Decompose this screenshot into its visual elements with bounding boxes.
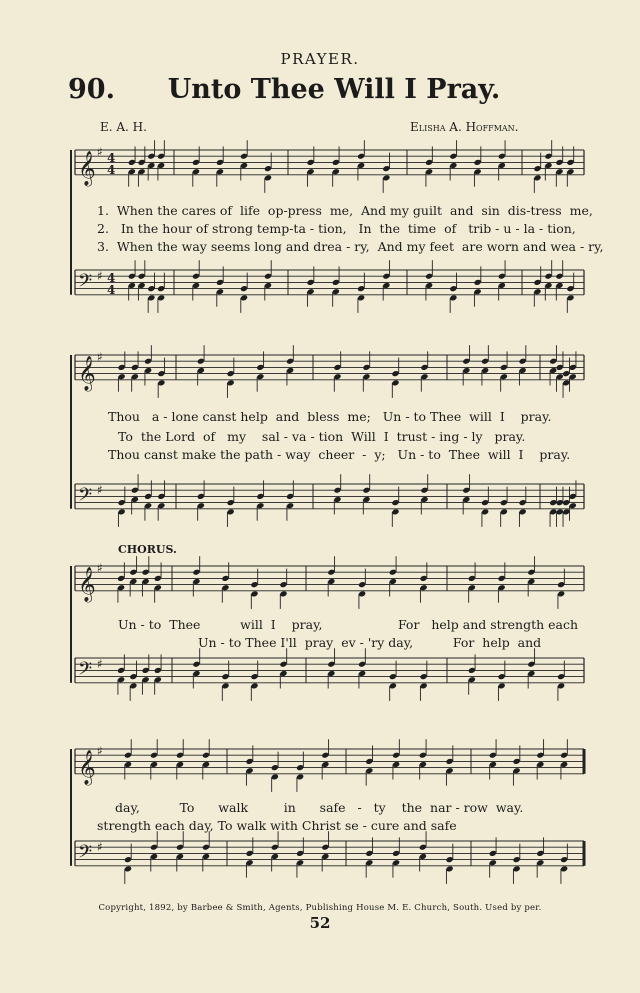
sharp-icon: ♯ [97,657,103,671]
sharp-icon: ♯ [97,350,103,364]
verse-3-lyric: 3. When the way seems long and drea - ry, And my feet are worn and wea - ry, [97,239,604,254]
page-number: 52 [309,914,331,932]
time-signature: 4 [107,151,116,165]
system2-lyric-2: To the Lord of my sal - va - tion Will I trust - ing - ly pray. [118,429,526,444]
bass-clef-icon: 𝄢 [78,484,93,510]
verse-1-lyric: 1. When the cares of life op-press me, And my guilt and sin dis-tress me, [97,203,593,218]
treble-clef-icon: 𝄞 [78,749,96,785]
system4-lyric-2: strength each day, To walk with Christ se - cure and safe [97,818,457,833]
chorus-lyric-2: Un - to Thee I'll pray ev - 'ry day, For help and [198,635,542,650]
bass-clef-icon: 𝄢 [78,658,93,684]
copyright-notice: Copyright, 1892, by Barbee & Smith, Agents, Publishing House M. E. Church, South. Used by per. [98,903,542,913]
bass-clef-icon: 𝄢 [78,841,93,867]
system2-lyric-1: Thou a - lone canst help and bless me; Un - to Thee will I pray. [108,409,552,424]
bass-clef-icon: 𝄢 [78,270,93,296]
treble-clef-icon: 𝄞 [78,566,96,602]
treble-clef-icon: 𝄞 [78,355,96,391]
sharp-icon: ♯ [97,840,103,854]
sharp-icon: ♯ [97,483,103,497]
hymn-category: PRAYER. [280,50,360,68]
chorus-lyric-1: Un - to Thee will I pray, For help and strength each [118,617,579,632]
chorus-label: CHORUS. [118,543,177,556]
system4-lyric-1: day, To walk in safe - ty the nar - row way. [115,800,524,815]
hymn-title: Unto Thee Will I Pray. [167,74,501,105]
treble-clef-icon: 𝄞 [78,150,96,186]
lyricist-credit: E. A. H. [100,120,147,134]
hymn-number: 90. [68,74,115,105]
sharp-icon: ♯ [97,561,103,575]
time-signature: 4 [107,163,116,177]
composer-credit: Elisha A. Hoffman. [410,120,519,134]
system2-lyric-3: Thou canst make the path - way cheer - y; Un - to Thee will I pray. [108,447,571,462]
verse-2-lyric: 2. In the hour of strong temp-ta - tion, In the time of trib - u - la - tion, [97,221,576,236]
sharp-icon: ♯ [97,744,103,758]
time-signature: 4 [107,283,116,297]
sharp-icon: ♯ [97,145,103,159]
sharp-icon: ♯ [97,269,103,283]
time-signature: 4 [107,271,116,285]
